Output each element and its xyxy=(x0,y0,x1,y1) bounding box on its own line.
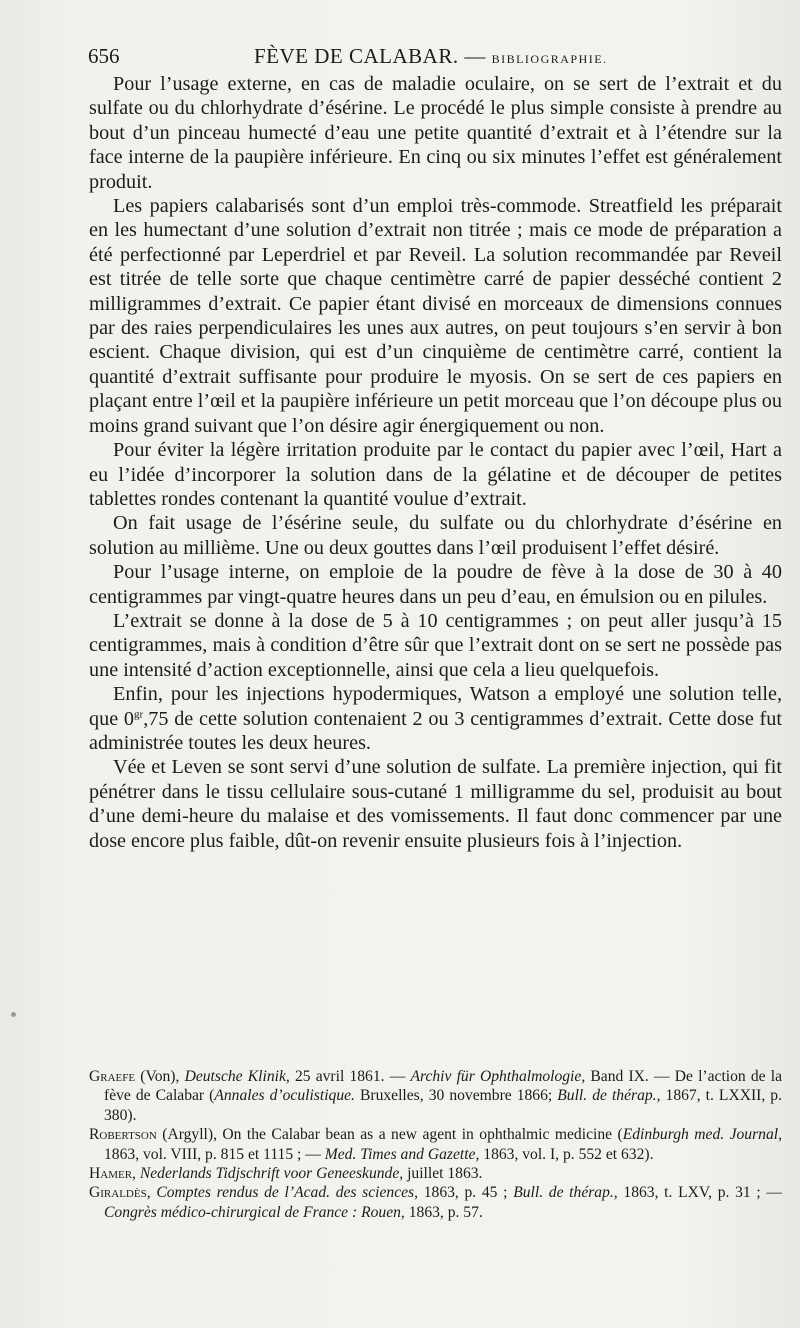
reference-text: (Argyll), On the Calabar bean as a new agent in ophthalmic medicine ( xyxy=(156,1126,623,1144)
text-run: Enfin, pour les injections hypodermiques, Watson a employé une solution telle, que 0 xyxy=(89,683,782,730)
reference-entry xyxy=(89,1164,782,1183)
reference-title: Edinburgh med. Journal, xyxy=(622,1126,782,1144)
reference-title: Deutsche Klinik, xyxy=(184,1068,290,1085)
paragraph: On fait usage de l’ésérine seule, du sulfate ou du chlorhydrate d’ésérine en solution au millième. Une ou deux gouttes dans l’œil produisent l’effet désiré. xyxy=(89,512,782,559)
running-title xyxy=(254,44,608,69)
paragraph: Pour l’usage interne, on emploie de la poudre de fève à la dose de 30 à 40 centigrammes par vingt-quatre heures dans un peu d’eau, en émulsion ou en pilules. xyxy=(89,561,782,608)
reference-text: 1863, t. LXV, p. 31 ; — xyxy=(617,1184,782,1202)
paragraph: Pour l’usage externe, en cas de maladie oculaire, on se sert de l’extrait et du sulfate ou du chlorhydrate d’ésérine. Le procédé le plus simple consiste à prendre au bout d’un pinceau humecté d’eau une petite quantité d’extrait et à l’étendre sur la face interne de la paupière inférieure. En cinq ou six minutes l’effet est généralement produit. xyxy=(89,73,782,193)
paragraph: Pour éviter la légère irritation produite par le contact du papier avec l’œil, Hart a eu l’idée d’incorporer la solution dans de la gélatine et de découper de petites tablettes rondes contenant la quantité voulue d’extrait. xyxy=(89,439,782,510)
reference-title: Archiv für Ophthalmologie, xyxy=(410,1068,586,1085)
reference-text: Band IX. — De l’action de la fève de Calabar ( xyxy=(104,1068,783,1105)
body-text xyxy=(89,72,782,853)
paragraph: Les papiers calabarisés sont d’un emploi très-commode. Streatfield les préparait en les humectant d’une solution d’extrait non titrée ; mais ce mode de préparation a été perfectionné par Leperdriel et par Reveil. La solution recommandée par Reveil est titrée de telle sorte que chaque centimètre carré de papier desséché contient 2 milligrammes d’extrait. Ce papier étant divisé en morceaux de dimensions connues par des raies perpendiculaires les unes aux autres, on peut toujours s’en servir à bon escient. Chaque division, qui est d’un cinquième de centimètre carré, contient la quantité d’extrait suffisante pour produire le myosis. On se sert de ces papiers en plaçant entre l’œil et la paupière inférieure un petit morceau que l’on découpe plus ou moins grand suivant que l’on désire agir énergiquement ou non. xyxy=(89,195,782,437)
reference-text: juillet 1863. xyxy=(403,1165,483,1183)
reference-title: Nederlands Tidjschrift voor Geneeskunde, xyxy=(139,1165,404,1183)
page-speck xyxy=(11,1012,16,1017)
reference-author: Giraldès xyxy=(89,1184,147,1202)
reference-text: 1867, t. LXXII, p. 380). xyxy=(104,1087,782,1124)
reference-text: 25 avril 1861. — xyxy=(289,1068,411,1085)
reference-entry xyxy=(89,1067,782,1125)
text-run: ,75 de cette solution contenaient 2 ou 3 centigrammes d’extrait. Cette dose fut administrée toutes les deux heures. xyxy=(89,707,782,754)
reference-entry xyxy=(89,1183,782,1222)
reference-author: Graefe xyxy=(89,1068,136,1085)
running-title-main: FÈVE DE CALABAR. — xyxy=(254,44,492,68)
reference-text: 1863, p. 45 ; xyxy=(418,1184,514,1202)
reference-text: 1863, vol. I, p. 552 et 632). xyxy=(479,1145,654,1163)
bibliography xyxy=(89,1067,782,1222)
reference-title: Annales d’oculistique. xyxy=(214,1087,355,1105)
page-number: 656 xyxy=(88,44,120,68)
reference-title: Comptes rendus de l’Acad. des sciences, xyxy=(156,1184,419,1202)
reference-text: 1863, p. 57. xyxy=(404,1203,483,1221)
running-header xyxy=(88,44,788,72)
reference-title: Med. Times and Gazette, xyxy=(324,1145,480,1163)
paragraph: Vée et Leven se sont servi d’une solution de sulfate. La première injection, qui fit pénétrer dans le tissu cellulaire sous-cutané 1 milligramme du sel, produisit au bout d’une demi-heure du malaise et des vomissements. Il faut donc commencer par une dose encore plus faible, dût-on revenir ensuite plusieurs fois à l’injection. xyxy=(89,756,782,852)
reference-text: Bruxelles, 30 novembre 1866; xyxy=(354,1087,558,1105)
reference-author: Hamer xyxy=(89,1165,133,1183)
reference-entry xyxy=(89,1125,782,1164)
reference-text: , xyxy=(146,1184,157,1202)
paragraph: L’extrait se donne à la dose de 5 à 10 centigrammes ; on peut aller jusqu’à 15 centigrammes, mais à condition d’être sûr que l’extrait dont on se sert ne possède pas une intensité d’action exceptionnelle, ainsi que cela a lieu quelquefois. xyxy=(89,609,782,681)
reference-text: 1863, vol. VIII, p. 815 et 1115 ; — xyxy=(104,1145,325,1163)
superscript-gr: gr xyxy=(134,707,144,720)
reference-text: , xyxy=(132,1165,140,1183)
running-title-section: BIBLIOGRAPHIE. xyxy=(491,52,608,66)
paragraph-watson xyxy=(89,682,782,755)
reference-title: Congrès médico-chirurgical de France : Rouen, xyxy=(104,1203,405,1221)
reference-title: Bull. de thérap., xyxy=(513,1184,618,1202)
reference-title: Bull. de thérap., xyxy=(557,1087,661,1105)
reference-author: Robertson xyxy=(89,1126,157,1144)
reference-text: (Von), xyxy=(135,1068,185,1085)
